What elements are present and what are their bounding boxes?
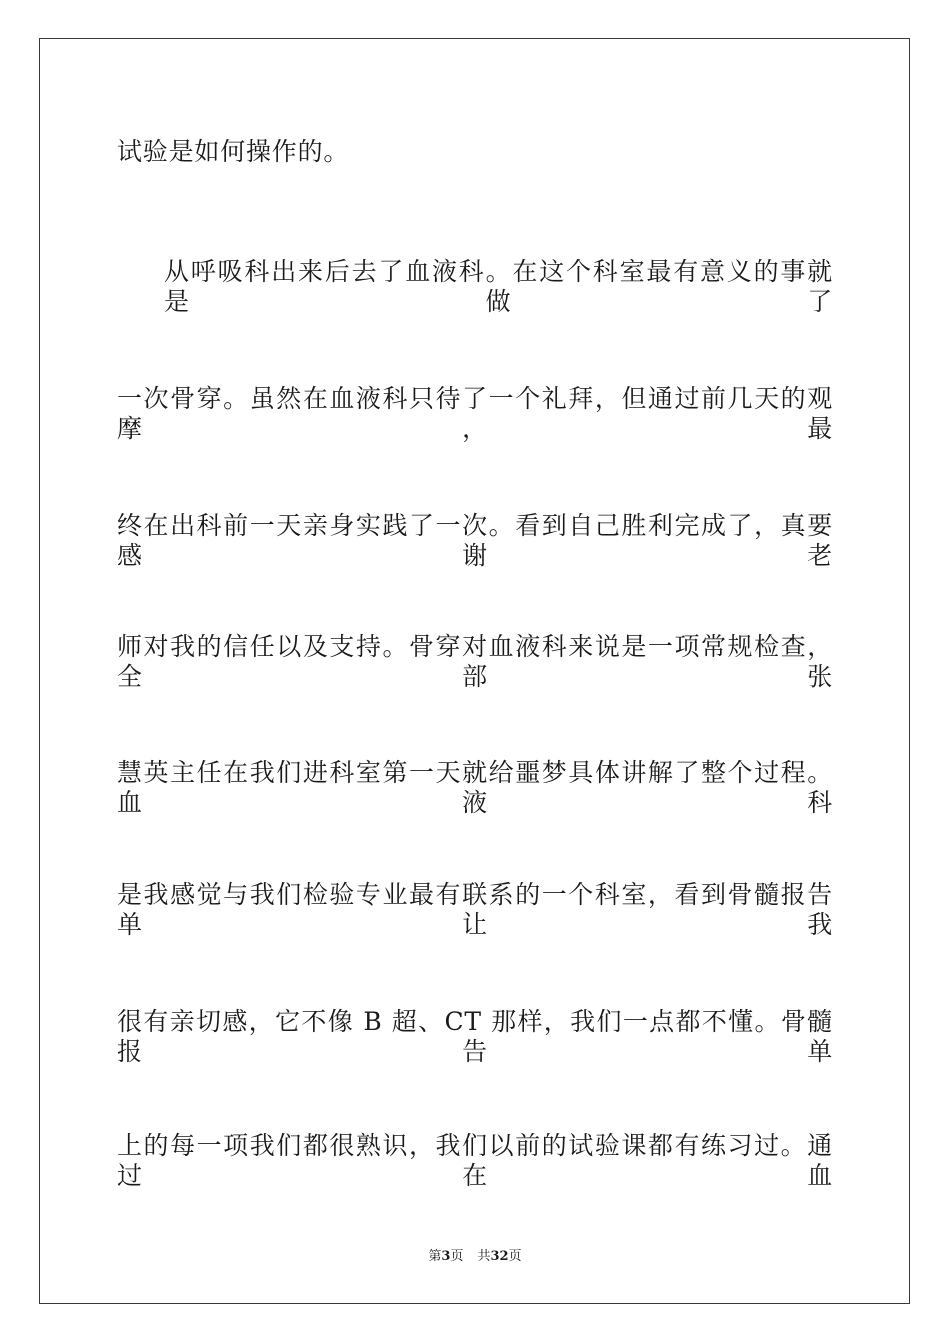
text-line-6: 慧英主任在我们进科室第一天就给噩梦具体讲解了整个过程。血液科	[117, 758, 833, 817]
footer-page-prefix: 第	[428, 1249, 442, 1264]
footer-page-number: 3	[441, 1249, 451, 1264]
text-line-2: 从呼吸科出来后去了血液科。在这个科室最有意义的事就是做了	[164, 257, 833, 316]
page-footer	[0, 1248, 950, 1266]
footer-total-prefix: 共	[477, 1249, 491, 1264]
footer-total-pages: 32	[490, 1249, 509, 1264]
text-line-7: 是我感觉与我们检验专业最有联系的一个科室，看到骨髓报告单让我	[117, 880, 833, 939]
text-line-1: 试验是如何操作的。	[117, 137, 350, 166]
text-line-4: 终在出科前一天亲身实践了一次。看到自己胜利完成了，真要感谢老	[117, 511, 833, 570]
footer-total-suffix: 页	[508, 1249, 522, 1264]
footer-page-suffix: 页	[450, 1249, 464, 1264]
text-line-5: 师对我的信任以及支持。骨穿对血液科来说是一项常规检查，全部张	[117, 632, 833, 691]
text-line-8: 很有亲切感，它不像 B 超、CT 那样，我们一点都不懂。骨髓报告单	[117, 1007, 833, 1066]
text-line-9: 上的每一项我们都很熟识，我们以前的试验课都有练习过。通过在血	[117, 1131, 833, 1190]
text-line-3: 一次骨穿。虽然在血液科只待了一个礼拜，但通过前几天的观摩，最	[117, 384, 833, 443]
